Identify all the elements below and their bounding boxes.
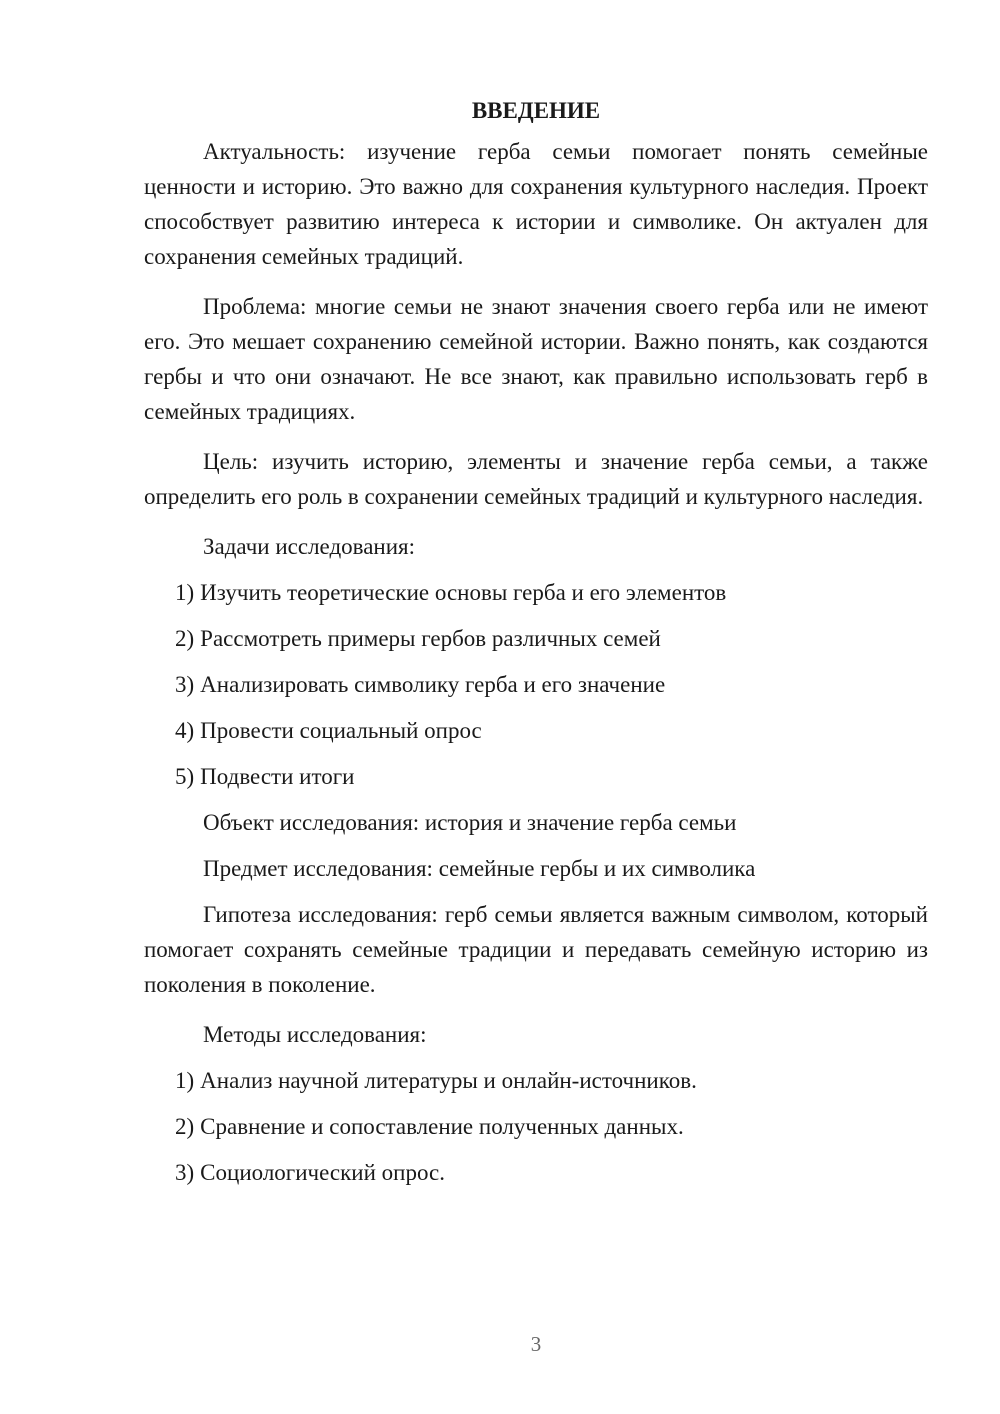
list-item: [144, 1109, 928, 1144]
list-item: [144, 575, 928, 610]
list-item: [144, 759, 928, 794]
methods-list: [144, 1063, 928, 1190]
goal-paragraph: Цель: изучить историю, элементы и значение герба семьи, а также определить его роль в сохранении семейных традиций и культурного наследия.: [144, 449, 928, 509]
list-item-number: 3): [175, 672, 195, 697]
page-number: 3: [530, 1332, 542, 1356]
relevance-paragraph: Актуальность: изучение герба семьи помогает понять семейные ценности и историю. Это важно для сохранения культурного наследия. Проект способствует развитию интереса к истории и символике. Он актуален для сохранения семейных традиций.: [144, 139, 928, 269]
list-item: [144, 621, 928, 656]
list-item-number: 2): [175, 1114, 195, 1139]
list-item-number: 1): [175, 580, 195, 605]
tasks-list: [144, 575, 928, 794]
list-item-number: 5): [175, 764, 195, 789]
problem-paragraph: Проблема: многие семьи не знают значения своего герба или не имеют его. Это мешает сохранению семейной истории. Важно понять, как создаются гербы и что они означают. Не все знают, как правильно использовать герб в семейных традициях.: [144, 294, 928, 424]
list-item: [144, 713, 928, 748]
list-item-text: Провести социальный опрос: [200, 718, 482, 743]
list-item-number: 2): [175, 626, 195, 651]
methods-title: Методы исследования:: [203, 1022, 427, 1047]
list-item-number: 3): [175, 1160, 195, 1185]
subject-line: Предмет исследования: семейные гербы и их символика: [203, 856, 756, 881]
page-content: [144, 94, 928, 1201]
list-item-text: Подвести итоги: [200, 764, 355, 789]
list-item-text: Социологический опрос.: [200, 1160, 445, 1185]
list-item: [144, 1155, 928, 1190]
list-item: [144, 1063, 928, 1098]
list-item-text: Сравнение и сопоставление полученных данных.: [200, 1114, 684, 1139]
section-heading: ВВЕДЕНИЕ: [471, 98, 601, 123]
list-item-number: 4): [175, 718, 195, 743]
list-item-text: Анализировать символику герба и его значение: [200, 672, 666, 697]
tasks-title: Задачи исследования:: [203, 534, 416, 559]
list-item-number: 1): [175, 1068, 195, 1093]
list-item-text: Анализ научной литературы и онлайн-источников.: [200, 1068, 697, 1093]
object-line: Объект исследования: история и значение герба семьи: [203, 810, 737, 835]
list-item-text: Изучить теоретические основы герба и его элементов: [200, 580, 727, 605]
hypothesis-paragraph: Гипотеза исследования: герб семьи является важным символом, который помогает сохранять семейные традиции и передавать семейную историю из поколения в поколение.: [144, 902, 928, 997]
list-item: [144, 667, 928, 702]
list-item-text: Рассмотреть примеры гербов различных семей: [200, 626, 661, 651]
